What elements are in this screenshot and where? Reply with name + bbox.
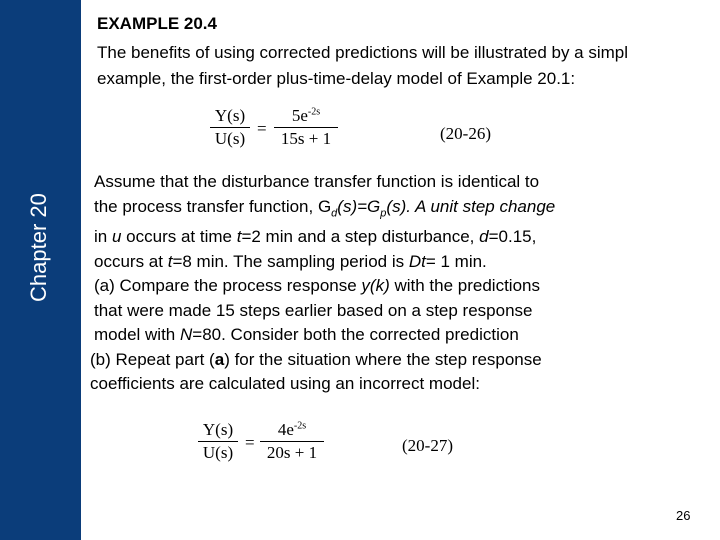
eq2-equals: = (245, 433, 255, 452)
chapter-sidebar (0, 0, 78, 540)
problem-statement (90, 170, 634, 397)
intro-line-2: example, the first-order plus-time-delay model of Example 20.1: (97, 69, 576, 88)
eq2-lhs-denominator: U(s) (202, 443, 234, 462)
para-line: coefficients are calculated using an incorrect model: (90, 374, 480, 394)
para-line: the process transfer function, $G_d(s)=G_p(s)$. A unit step change (94, 196, 556, 219)
para-line: model with N=80. Consider both the corrected prediction (94, 325, 519, 345)
eq1-rhs-numerator: $5e^{-2s}$ (274, 106, 338, 128)
para-line: in u occurs at time t=2 min and a step disturbance, d=0.15, (94, 227, 537, 247)
equation-20-26 (210, 106, 340, 162)
para-line: that were made 15 steps earlier based on a step response (94, 300, 533, 320)
para-line: (a) Compare the process response y(k) with the predictions (94, 276, 540, 296)
page-number: 26 (676, 508, 691, 523)
eq2-number: (20-27) (402, 436, 453, 455)
eq2-lhs-numerator: Y(s) (198, 420, 238, 442)
eq1-equals: = (257, 119, 267, 138)
intro-line-1: The benefits of using corrected predictions will be illustrated by a simpl (97, 43, 629, 62)
eq2-rhs-numerator: $4e^{-2s}$ (260, 420, 324, 442)
para-line: (b) Repeat part (a) for the situation where the step response (90, 349, 542, 369)
sidebar-divider (78, 0, 81, 540)
eq1-number: (20-26) (440, 124, 491, 143)
eq1-rhs-denominator: 15s + 1 (280, 129, 332, 148)
chapter-label: Chapter 20 (26, 193, 51, 302)
intro-text (97, 40, 628, 92)
equation-20-27 (198, 420, 328, 476)
para-line: occurs at t=8 min. The sampling period is Dt= 1 min. (94, 251, 487, 271)
eq1-lhs-numerator: Y(s) (210, 106, 250, 128)
para-line: Assume that the disturbance transfer function is identical to (94, 172, 540, 191)
eq2-rhs-denominator: 20s + 1 (266, 443, 318, 462)
eq1-lhs-denominator: U(s) (214, 129, 246, 148)
example-title: EXAMPLE 20.4 (97, 14, 217, 33)
